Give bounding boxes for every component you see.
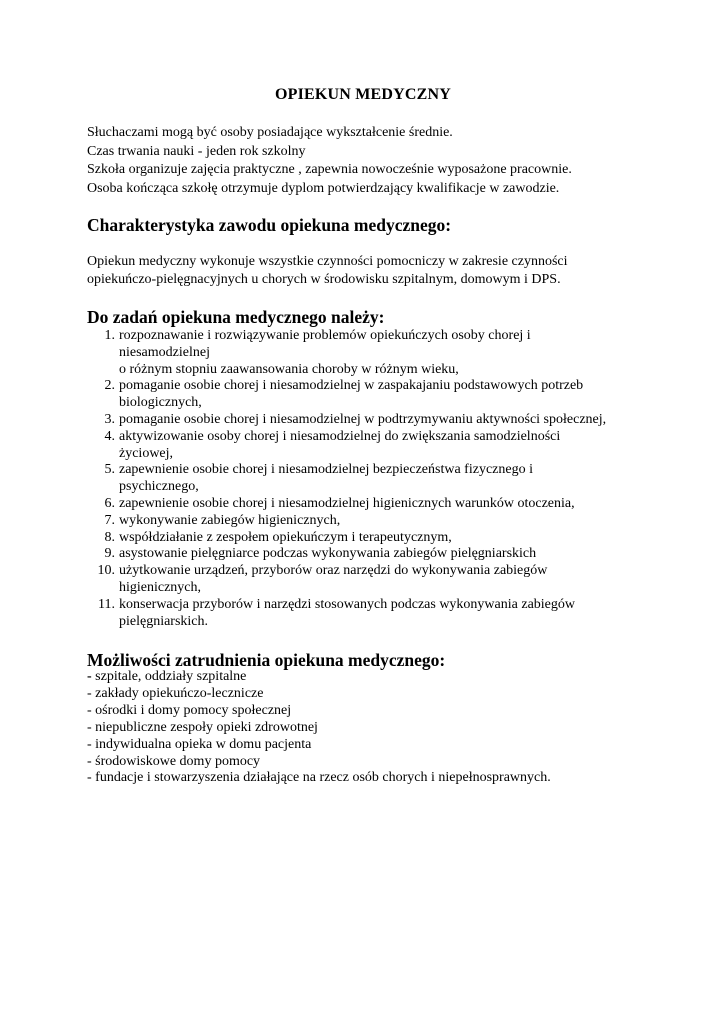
- duty-number: 3.: [104, 411, 115, 427]
- intro-line: Szkoła organizuje zajęcia praktyczne , zapewnia nowocześnie wyposażone pracownie.: [87, 162, 572, 177]
- intro-line: Słuchaczami mogą być osoby posiadające wykształcenie średnie.: [87, 125, 453, 140]
- duty-line: rozpoznawanie i rozwiązywanie problemów opiekuńczych osoby chorej i: [119, 328, 531, 343]
- list-dash: -: [87, 753, 92, 769]
- employment-item: [87, 720, 551, 737]
- duty-line: zapewnienie osobie chorej i niesamodzielnej bezpieczeństwa fizycznego i: [119, 462, 533, 478]
- employment-item-text: szpitale, oddziały szpitalne: [95, 669, 247, 684]
- duty-item: [87, 496, 659, 513]
- duty-number: 9.: [104, 546, 115, 562]
- duty-item: [87, 563, 659, 597]
- employment-item-text: zakłady opiekuńczo-lecznicze: [95, 685, 264, 701]
- list-dash: -: [87, 719, 92, 735]
- duty-line: biologicznych,: [119, 395, 202, 411]
- duty-item: [87, 530, 659, 547]
- duty-line: współdziałanie z zespołem opiekuńczym i terapeutycznym,: [119, 529, 452, 545]
- duty-line: użytkowanie urządzeń, przyborów oraz narzędzi do wykonywania zabiegów: [119, 563, 548, 579]
- duties-list: [87, 328, 659, 630]
- employment-item-text: środowiskowe domy pomocy: [95, 753, 261, 769]
- duty-item: [87, 378, 659, 412]
- duty-number: 7.: [104, 512, 115, 528]
- duty-line: konserwacja przyborów i narzędzi stosowanych podczas wykonywania zabiegów: [119, 596, 576, 612]
- duty-item: [87, 328, 659, 378]
- duty-number: 2.: [104, 378, 115, 394]
- employment-item-text: ośrodki i domy pomocy społecznej: [95, 702, 292, 718]
- duty-number: 8.: [104, 529, 115, 545]
- duty-item: [87, 546, 659, 563]
- duty-line: pielęgniarskich.: [119, 613, 209, 629]
- list-dash: -: [87, 736, 92, 752]
- duty-line: życiowej,: [119, 445, 174, 461]
- intro-line: Czas trwania nauki - jeden rok szkolny: [87, 143, 306, 159]
- duty-line: niesamodzielnej: [119, 344, 210, 360]
- page-title: OPIEKUN MEDYCZNY: [274, 86, 452, 103]
- duty-line: wykonywanie zabiegów higienicznych,: [119, 512, 341, 528]
- duties-heading: Do zadań opiekuna medycznego należy:: [87, 307, 385, 327]
- duty-item: [87, 412, 659, 429]
- duty-number: 4.: [104, 428, 115, 444]
- duty-number: 11.: [98, 596, 115, 612]
- intro-section: [87, 124, 572, 198]
- employment-item-text: indywidualna opieka w domu pacjenta: [95, 736, 312, 752]
- employment-list: [87, 669, 551, 787]
- employment-item-text: fundacje i stowarzyszenia działające na rzecz osób chorych i niepełnosprawnych.: [95, 770, 551, 786]
- duty-number: 5.: [104, 462, 115, 478]
- duty-number: 1.: [104, 328, 115, 343]
- duty-number: 10.: [97, 563, 115, 579]
- list-dash: -: [87, 702, 92, 718]
- duty-item: [87, 462, 659, 496]
- duty-line: asystowanie pielęgniarce podczas wykonywania zabiegów pielęgniarskich: [119, 546, 537, 562]
- characteristics-line: opiekuńczo-pielęgnacyjnych u chorych w środowisku szpitalnym, domowym i DPS.: [87, 272, 561, 287]
- list-dash: -: [87, 685, 92, 701]
- characteristics-line: Opiekun medyczny wykonuje wszystkie czynności pomocniczy w zakresie czynności: [87, 254, 568, 269]
- duty-line: aktywizowanie osoby chorej i niesamodzielnej do zwiększania samodzielności: [119, 428, 561, 444]
- employment-item-text: niepubliczne zespoły opieki zdrowotnej: [95, 719, 318, 735]
- duty-line: o różnym stopniu zaawansowania choroby w różnym wieku,: [119, 361, 459, 377]
- duty-line: pomaganie osobie chorej i niesamodzielnej w podtrzymywaniu aktywności społecznej,: [119, 411, 607, 427]
- duty-line: pomaganie osobie chorej i niesamodzielnej w zaspakajaniu podstawowych potrzeb: [119, 378, 584, 394]
- duty-item: [87, 597, 659, 631]
- employment-item: [87, 686, 551, 703]
- duty-item: [87, 429, 659, 463]
- characteristics-text: [87, 253, 568, 289]
- employment-item: [87, 669, 551, 686]
- duty-number: 6.: [104, 495, 115, 511]
- characteristics-heading: Charakterystyka zawodu opiekuna medycznego:: [87, 215, 452, 235]
- duty-line: psychicznego,: [119, 479, 199, 495]
- employment-item: [87, 770, 551, 787]
- duty-item: [87, 513, 659, 530]
- duty-line: zapewnienie osobie chorej i niesamodzielnej higienicznych warunków otoczenia,: [119, 495, 575, 511]
- list-dash: -: [87, 770, 92, 786]
- duty-line: higienicznych,: [119, 579, 202, 595]
- employment-item: [87, 754, 551, 771]
- list-dash: -: [87, 669, 92, 684]
- employment-item: [87, 703, 551, 720]
- employment-item: [87, 737, 551, 754]
- intro-line: Osoba kończąca szkołę otrzymuje dyplom potwierdzający kwalifikacje w zawodzie.: [87, 180, 560, 196]
- employment-heading: Możliwości zatrudnienia opiekuna medycznego:: [87, 650, 446, 670]
